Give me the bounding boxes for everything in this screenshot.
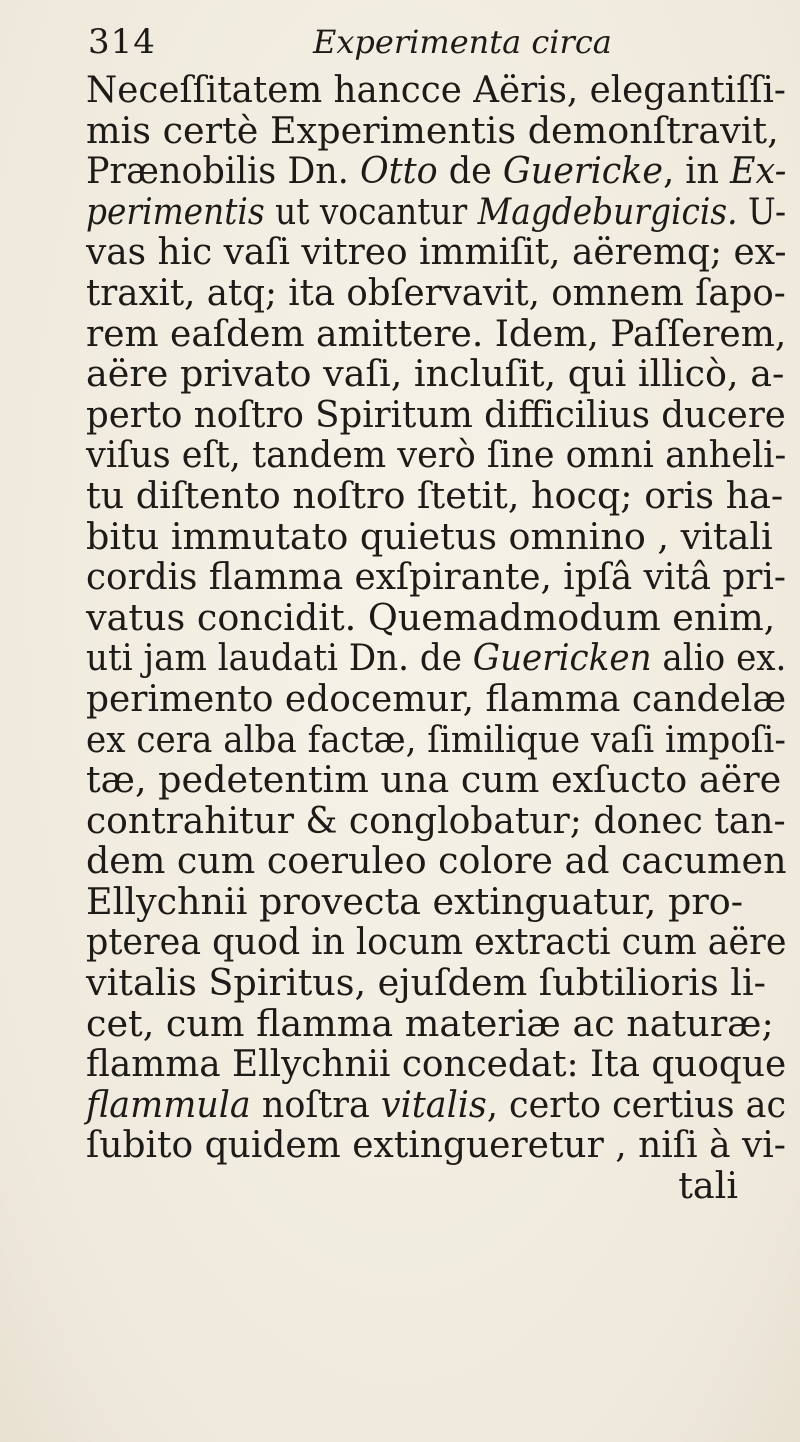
text-line (86, 473, 786, 517)
text-segment: vas hic vaſi vitreo immiſit, aëremq; ex- (86, 230, 787, 274)
text-line (86, 636, 787, 680)
page-number: 314 (88, 22, 156, 62)
italic-text: Magdeburgicis. (477, 189, 738, 233)
text-segment: dem cum coeruleo colore ad cacumen (86, 839, 787, 883)
text-segment: U- (737, 189, 787, 233)
italic-text: Ex- (730, 149, 787, 193)
text-line (86, 717, 786, 761)
text-line (86, 798, 786, 842)
text-segment: tu diſtento noſtro ſtetit, hocq; oris ha- (86, 473, 784, 517)
text-line (86, 392, 786, 436)
text-segment: vatus concidit. Quemadmodum enim, (86, 595, 776, 639)
text-line (86, 1166, 786, 1207)
body-text (86, 70, 786, 1207)
italic-text: Guericken (472, 636, 652, 680)
text-segment: Ellychnii provecta extinguatur, pro- (86, 879, 744, 923)
text-line (86, 189, 787, 233)
text-segment: cet, cum flamma materiæ ac naturæ; (86, 1001, 774, 1045)
text-line (86, 230, 787, 274)
text-segment: ut vocantur (264, 189, 478, 233)
text-line (86, 676, 787, 720)
text-line (86, 311, 787, 355)
text-line (86, 514, 786, 558)
text-segment: cordis flamma exſpirante, ipſâ vitâ pri- (86, 555, 786, 599)
text-segment: rem eaſdem amittere. Idem, Paſſerem, (86, 311, 787, 355)
italic-text: flammula (86, 1082, 251, 1126)
text-segment: bitu immutato quietus omnino , vitali (86, 514, 773, 558)
text-segment: vitalis Spiritus, ejuſdem ſubtilioris li- (86, 961, 766, 1005)
text-segment: , certo certius ac (486, 1082, 787, 1126)
text-segment: Prænobilis Dn. (86, 149, 360, 193)
text-line (86, 839, 787, 883)
italic-text: Guericke (502, 149, 664, 193)
text-line (86, 1123, 786, 1167)
text-line (86, 1001, 786, 1045)
text-segment: de (437, 149, 503, 193)
text-segment: aëre privato vaſi, incluſit, qui illicò, a- (86, 352, 785, 396)
text-line (86, 149, 787, 193)
text-segment: noſtra (250, 1082, 381, 1126)
italic-text: Otto (359, 149, 438, 193)
text-line (86, 760, 786, 801)
text-line (86, 1082, 787, 1126)
text-line (86, 433, 787, 477)
text-line (86, 1042, 787, 1086)
page-header (88, 18, 688, 64)
text-segment: pterea quod in locum extracti cum aëre (86, 920, 787, 964)
text-segment: mis certè Experimentis demonſtravit, (86, 108, 779, 152)
text-segment: perimento edocemur, flamma candelæ (86, 676, 787, 720)
text-line (86, 595, 786, 639)
text-line (86, 108, 786, 152)
running-head: Experimenta circa (313, 23, 612, 61)
text-segment: tali (678, 1164, 738, 1208)
text-segment: contrahitur & conglobatur; donec tan- (86, 798, 786, 842)
text-segment: ſubito quidem extingueretur , niſi à vi- (86, 1123, 786, 1167)
italic-text: perimentis (86, 189, 265, 233)
text-segment: traxit, atq; ita obſervavit, omnem ſapo- (86, 270, 786, 314)
italic-text: vitalis (380, 1082, 487, 1126)
text-segment: uti jam laudati Dn. de (86, 636, 473, 680)
text-line (86, 555, 786, 599)
text-line (86, 68, 786, 111)
text-segment: perto noſtro Spiritum difficilius ducere (86, 392, 786, 436)
text-line (86, 354, 786, 395)
text-segment: viſus eſt, tandem verò ſine omni anheli- (86, 433, 787, 477)
text-line (86, 879, 786, 923)
text-line (86, 963, 786, 1004)
text-segment: flamma Ellychnii concedat: Ita quoque (86, 1042, 787, 1086)
text-segment: tæ, pedetentim una cum exſucto aëre (86, 758, 782, 802)
text-segment: alio ex. (651, 636, 787, 680)
text-line (86, 270, 786, 314)
text-segment: Neceſſitatem hancce Aëris, elegantiſſi- (86, 68, 786, 111)
text-segment: , in (663, 149, 731, 193)
text-segment: ex cera alba factæ, ſimilique vaſi impoſi- (86, 717, 786, 761)
text-line (86, 920, 787, 964)
